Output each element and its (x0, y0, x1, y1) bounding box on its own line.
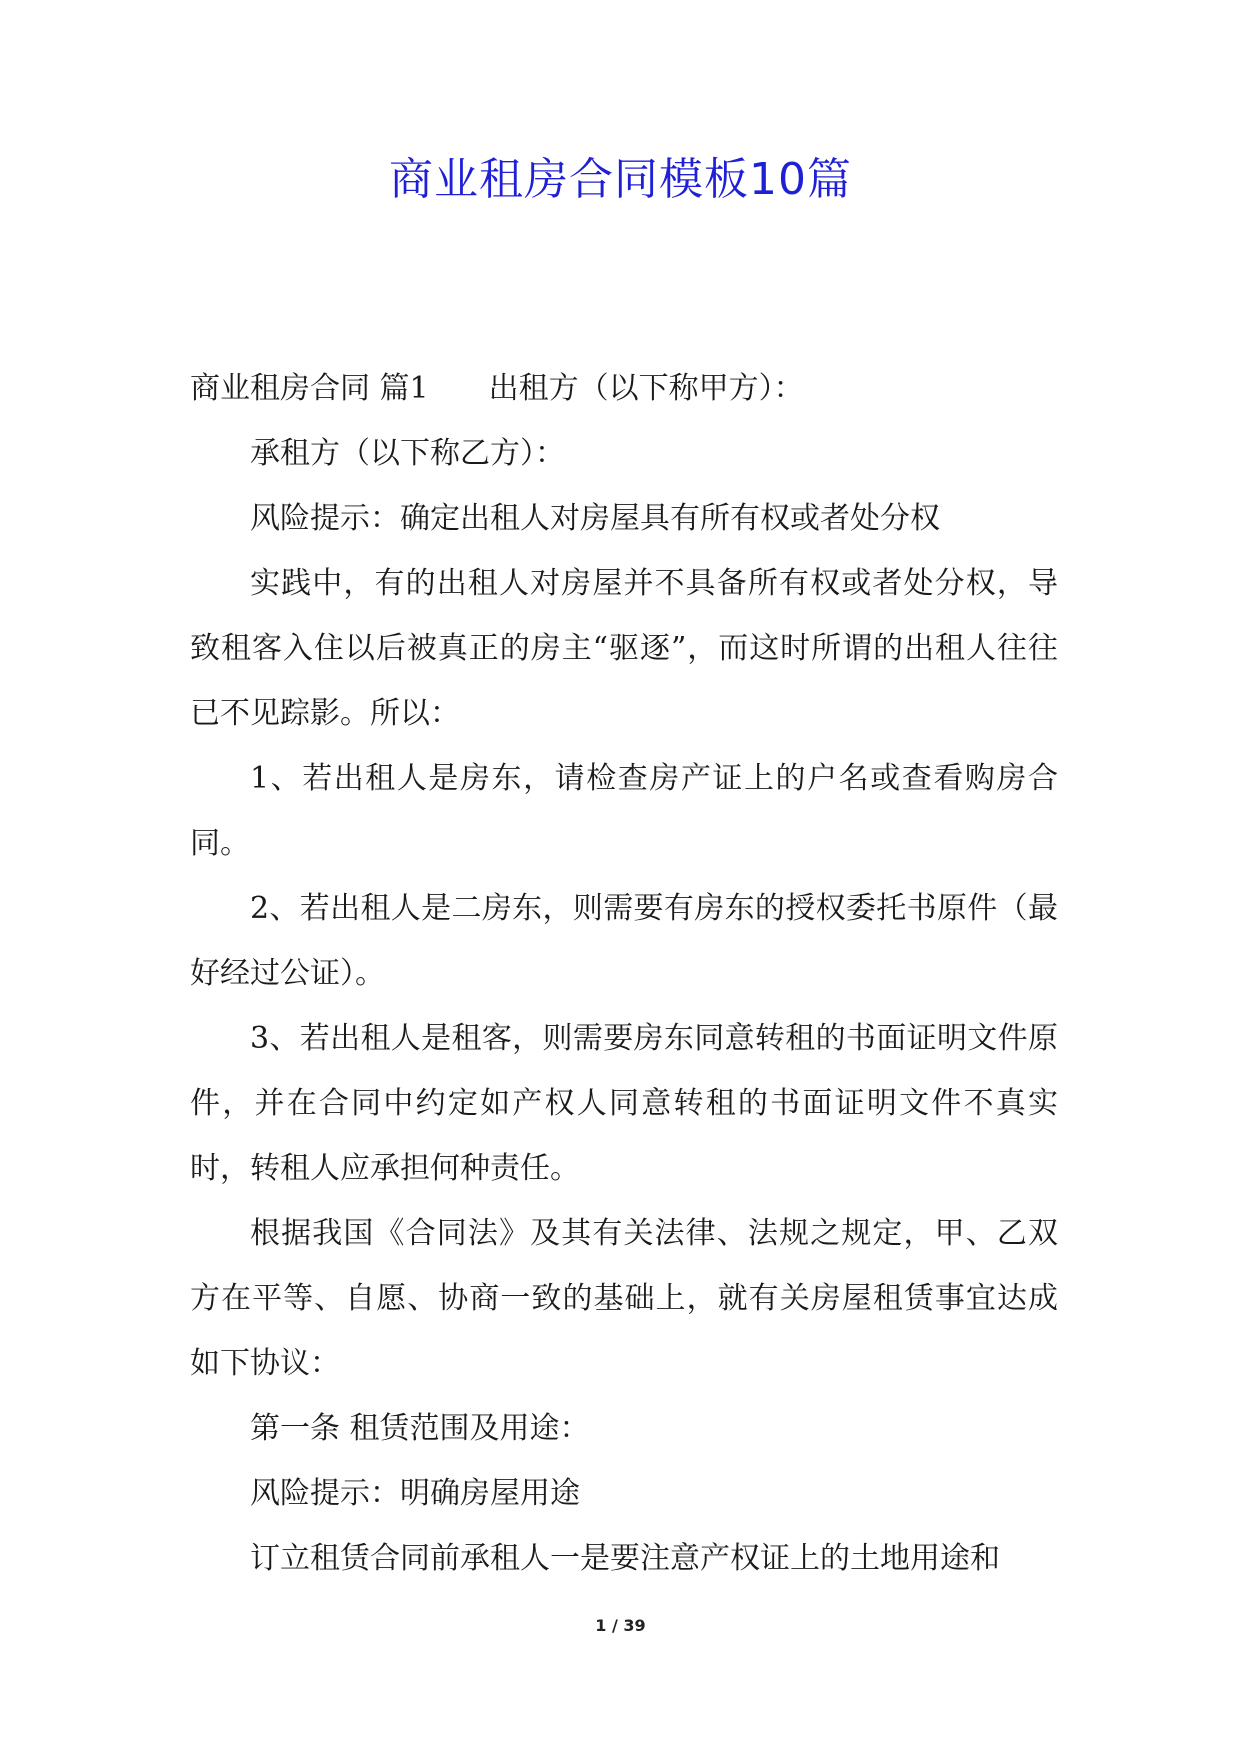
paragraph: 根据我国《合同法》及其有关法律、法规之规定，甲、乙双方在平等、自愿、协商一致的基础上，就有关房屋租赁事宜达成如下协议： (190, 1216, 1058, 1381)
paragraph: 风险提示：明确房屋用途 (250, 1476, 580, 1511)
paragraph: 实践中，有的出租人对房屋并不具备所有权或者处分权，导致租客入住以后被真正的房主“驱逐”，而这时所谓的出租人往往已不见踪影。所以： (190, 566, 1058, 731)
party-a-label: 出租方（以下称甲方）： (488, 371, 804, 406)
paragraph: 订立租赁合同前承租人一是要注意产权证上的土地用途和 (250, 1541, 1000, 1576)
paragraph: 3、若出租人是租客，则需要房东同意转租的书面证明文件原件，并在合同中约定如产权人同意转租的书面证明文件不真实时，转租人应承担何种责任。 (190, 1021, 1058, 1186)
page-number: 1 / 39 (595, 1616, 646, 1635)
document-body (190, 356, 1058, 1591)
paragraph: 风险提示：确定出租人对房屋具有所有权或者处分权 (250, 501, 940, 536)
paragraph: 第一条 租赁范围及用途： (250, 1411, 590, 1446)
paragraph: 1、若出租人是房东，请检查房产证上的户名或查看购房合同。 (190, 761, 1058, 861)
heading-line (190, 356, 1058, 421)
document-title: 商业租房合同模板10篇 (389, 154, 852, 205)
paragraph: 2、若出租人是二房东，则需要有房东的授权委托书原件（最好经过公证）。 (190, 891, 1058, 991)
section-label: 商业租房合同 篇1 (190, 371, 429, 406)
paragraph: 承租方（以下称乙方）： (250, 436, 565, 471)
